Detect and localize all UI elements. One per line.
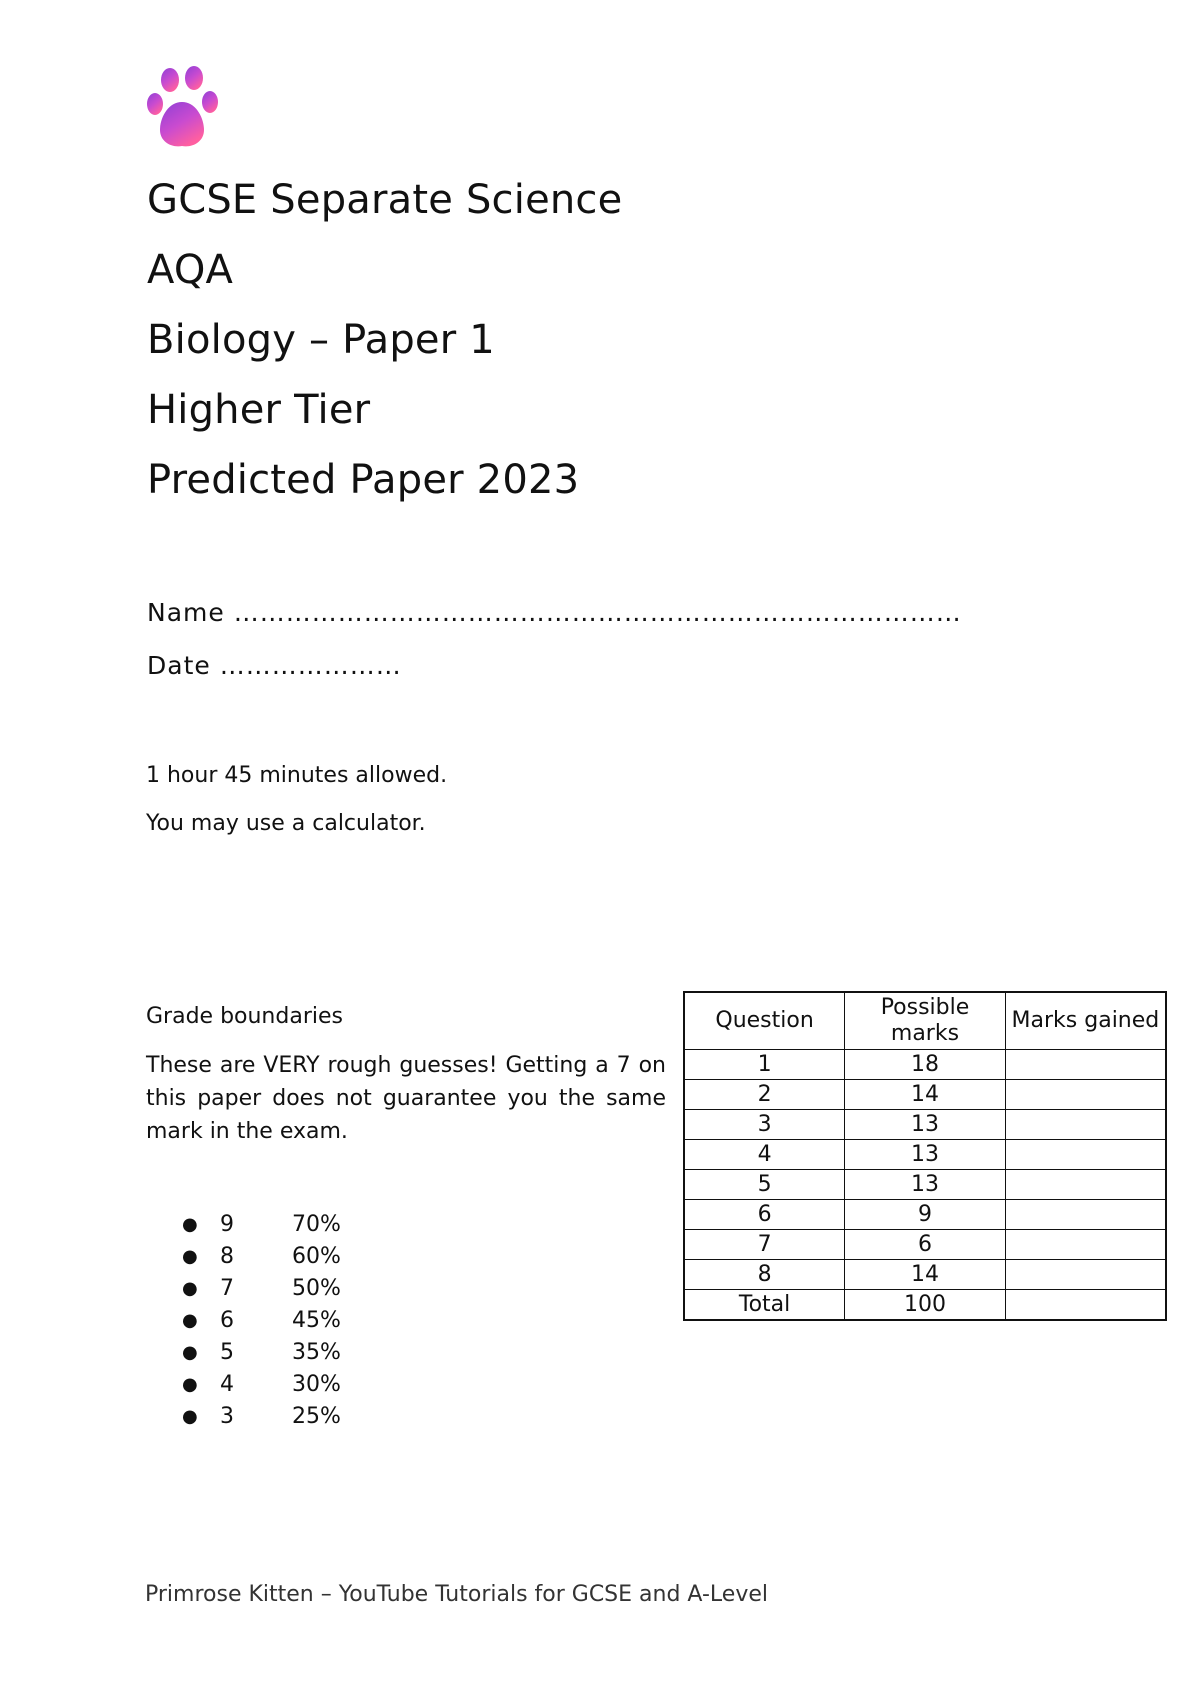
cell-possible: 18 [845,1050,1006,1080]
table-header-row [684,992,1166,1050]
cell-gained[interactable] [1005,1200,1166,1230]
bullet-icon: ● [182,1406,198,1427]
grade-value: 9 [220,1212,234,1237]
grade-percent: 70% [292,1212,341,1237]
cell-question: 3 [684,1110,845,1140]
bullet-icon: ● [182,1278,198,1299]
cell-possible: 14 [845,1080,1006,1110]
cell-question: 2 [684,1080,845,1110]
cell-total-gained[interactable] [1005,1290,1166,1321]
header-possible-marks: Possible marks [845,992,1006,1050]
grade-value: 5 [220,1340,234,1365]
grade-boundaries-note: These are VERY rough guesses! Getting a 7 on this paper does not guarantee you the same mark in the exam. [146,1053,666,1144]
grade-value: 7 [220,1276,234,1301]
cell-possible: 14 [845,1260,1006,1290]
grade-value: 6 [220,1308,234,1333]
title-predicted: Predicted Paper 2023 [147,457,580,503]
grade-percent: 35% [292,1340,341,1365]
title-exam-board: AQA [147,247,234,293]
grade-value: 8 [220,1244,234,1269]
bullet-icon: ● [182,1214,198,1235]
table-row [684,1140,1166,1170]
table-row-total [684,1290,1166,1321]
cell-possible: 6 [845,1230,1006,1260]
table-row [684,1260,1166,1290]
grade-boundaries-heading: Grade boundaries [146,1004,343,1029]
marks-table [683,991,1167,1321]
cell-possible: 9 [845,1200,1006,1230]
cell-question: 8 [684,1260,845,1290]
cell-gained[interactable] [1005,1110,1166,1140]
cell-question: 1 [684,1050,845,1080]
cell-question: 5 [684,1170,845,1200]
cell-question: 4 [684,1140,845,1170]
table-row [684,1200,1166,1230]
grade-percent: 45% [292,1308,341,1333]
table-row [684,1050,1166,1080]
paw-print-icon [146,66,226,156]
title-tier: Higher Tier [147,387,371,433]
bullet-icon: ● [182,1246,198,1267]
grade-percent: 25% [292,1404,341,1429]
cell-total-possible: 100 [845,1290,1006,1321]
cell-possible: 13 [845,1170,1006,1200]
table-row [684,1110,1166,1140]
table-row [684,1170,1166,1200]
cell-total-label: Total [684,1290,845,1321]
cell-possible: 13 [845,1110,1006,1140]
header-question: Question [684,992,845,1050]
title-paper: Biology – Paper 1 [147,317,495,363]
cell-gained[interactable] [1005,1140,1166,1170]
table-row [684,1080,1166,1110]
cell-gained[interactable] [1005,1230,1166,1260]
time-allowed: 1 hour 45 minutes allowed. [146,763,448,788]
cell-possible: 13 [845,1140,1006,1170]
grade-percent: 30% [292,1372,341,1397]
grade-value: 4 [220,1372,234,1397]
bullet-icon: ● [182,1342,198,1363]
cell-question: 7 [684,1230,845,1260]
cell-gained[interactable] [1005,1050,1166,1080]
cell-gained[interactable] [1005,1260,1166,1290]
cell-gained[interactable] [1005,1170,1166,1200]
bullet-icon: ● [182,1374,198,1395]
calculator-note: You may use a calculator. [146,811,426,836]
grade-value: 3 [220,1404,234,1429]
header-marks-gained: Marks gained [1005,992,1166,1050]
grade-percent: 50% [292,1276,341,1301]
date-field: Date ………………… [147,651,402,680]
table-row [684,1230,1166,1260]
name-field: Name ………………………………………………………………………… [147,598,962,627]
grade-percent: 60% [292,1244,341,1269]
cell-question: 6 [684,1200,845,1230]
title-block [147,177,623,530]
page-footer: Primrose Kitten – YouTube Tutorials for GCSE and A-Level [145,1582,768,1607]
bullet-icon: ● [182,1310,198,1331]
cell-gained[interactable] [1005,1080,1166,1110]
title-qualification: GCSE Separate Science [147,177,623,223]
